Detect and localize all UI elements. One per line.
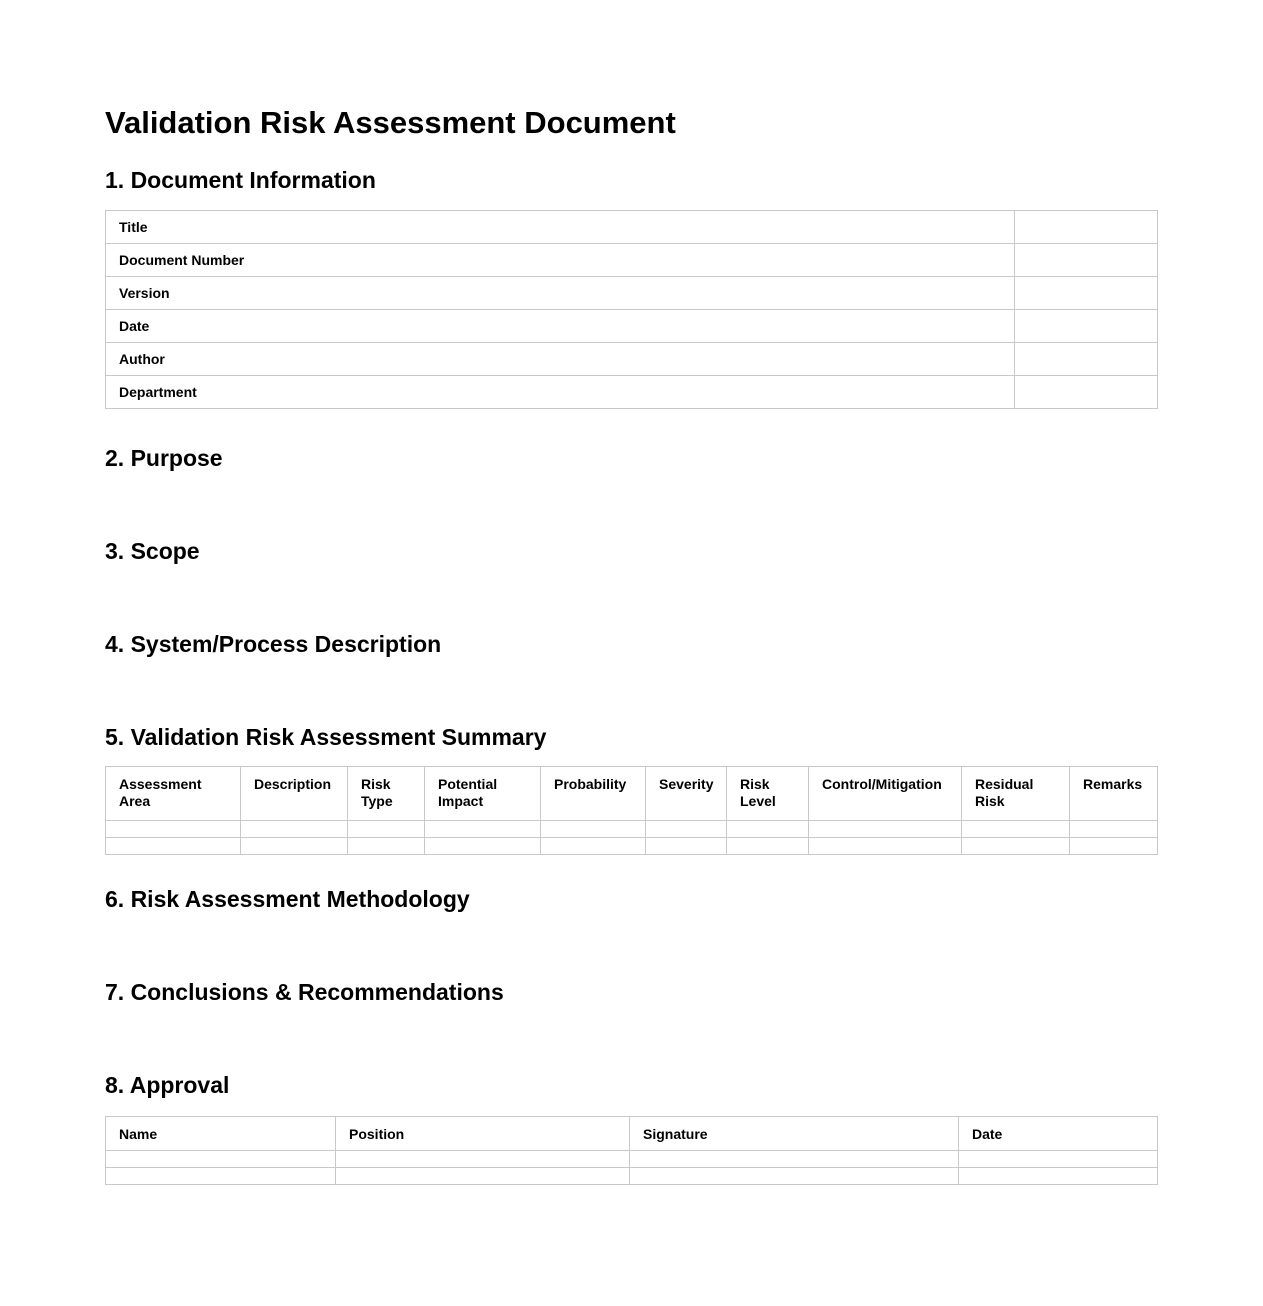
summary-empty-cell [727,838,809,855]
summary-col-probability: Probability [541,767,646,821]
summary-empty-cell [106,821,241,838]
docinfo-label-title: Title [106,211,1015,244]
docinfo-value-department [1015,376,1158,409]
summary-col-description: Description [241,767,348,821]
summary-col-risk-type: Risk Type [348,767,425,821]
docinfo-label-version: Version [106,277,1015,310]
summary-col-control-mitigation: Control/Mitigation [809,767,962,821]
table-header-row [106,1117,1158,1151]
approval-empty-cell [336,1168,630,1185]
table-row [106,310,1158,343]
docinfo-label-document-number: Document Number [106,244,1015,277]
approval-empty-cell [106,1151,336,1168]
approval-empty-cell [630,1168,959,1185]
summary-empty-cell [962,838,1070,855]
summary-empty-cell [962,821,1070,838]
summary-empty-cell [541,821,646,838]
section-heading-risk-assessment-methodology: 6. Risk Assessment Methodology [105,886,470,912]
summary-empty-cell [348,821,425,838]
summary-col-remarks: Remarks [1070,767,1158,821]
approval-empty-cell [106,1168,336,1185]
approval-empty-cell [630,1151,959,1168]
docinfo-value-title [1015,211,1158,244]
approval-empty-cell [959,1151,1158,1168]
docinfo-label-date: Date [106,310,1015,343]
table-row [106,211,1158,244]
table-row [106,277,1158,310]
section-heading-document-information: 1. Document Information [105,167,376,193]
summary-empty-cell [425,821,541,838]
approval-col-name: Name [106,1117,336,1151]
approval-empty-cell [959,1168,1158,1185]
summary-col-severity: Severity [646,767,727,821]
section-heading-scope: 3. Scope [105,538,200,564]
summary-empty-cell [1070,838,1158,855]
summary-col-risk-level: Risk Level [727,767,809,821]
approval-table [105,1116,1158,1185]
summary-col-assessment-area: Assessment Area [106,767,241,821]
docinfo-label-author: Author [106,343,1015,376]
document-information-table [105,210,1158,409]
table-row [106,244,1158,277]
summary-col-residual-risk: Residual Risk [962,767,1070,821]
section-heading-purpose: 2. Purpose [105,445,223,471]
section-heading-risk-assessment-summary: 5. Validation Risk Assessment Summary [105,724,547,750]
docinfo-value-document-number [1015,244,1158,277]
summary-empty-cell [646,821,727,838]
summary-empty-cell [425,838,541,855]
approval-empty-cell [336,1151,630,1168]
approval-col-date: Date [959,1117,1158,1151]
table-row [106,1168,1158,1185]
summary-empty-cell [809,821,962,838]
table-header-row [106,767,1158,821]
section-heading-system-process-description: 4. System/Process Description [105,631,442,657]
summary-empty-cell [241,838,348,855]
section-heading-approval: 8. Approval [105,1072,230,1098]
page-title: Validation Risk Assessment Document [105,105,676,140]
approval-col-signature: Signature [630,1117,959,1151]
table-row [106,838,1158,855]
risk-assessment-summary-table [105,766,1158,855]
summary-col-potential-impact: Potential Impact [425,767,541,821]
approval-col-position: Position [336,1117,630,1151]
table-row [106,376,1158,409]
summary-empty-cell [727,821,809,838]
docinfo-label-department: Department [106,376,1015,409]
docinfo-value-version [1015,277,1158,310]
summary-empty-cell [809,838,962,855]
summary-empty-cell [1070,821,1158,838]
summary-empty-cell [106,838,241,855]
table-row [106,1151,1158,1168]
summary-empty-cell [541,838,646,855]
summary-empty-cell [348,838,425,855]
summary-empty-cell [241,821,348,838]
document-page [105,0,1157,1304]
docinfo-value-author [1015,343,1158,376]
section-heading-conclusions-recommendations: 7. Conclusions & Recommendations [105,979,504,1005]
table-row [106,821,1158,838]
docinfo-value-date [1015,310,1158,343]
summary-empty-cell [646,838,727,855]
table-row [106,343,1158,376]
